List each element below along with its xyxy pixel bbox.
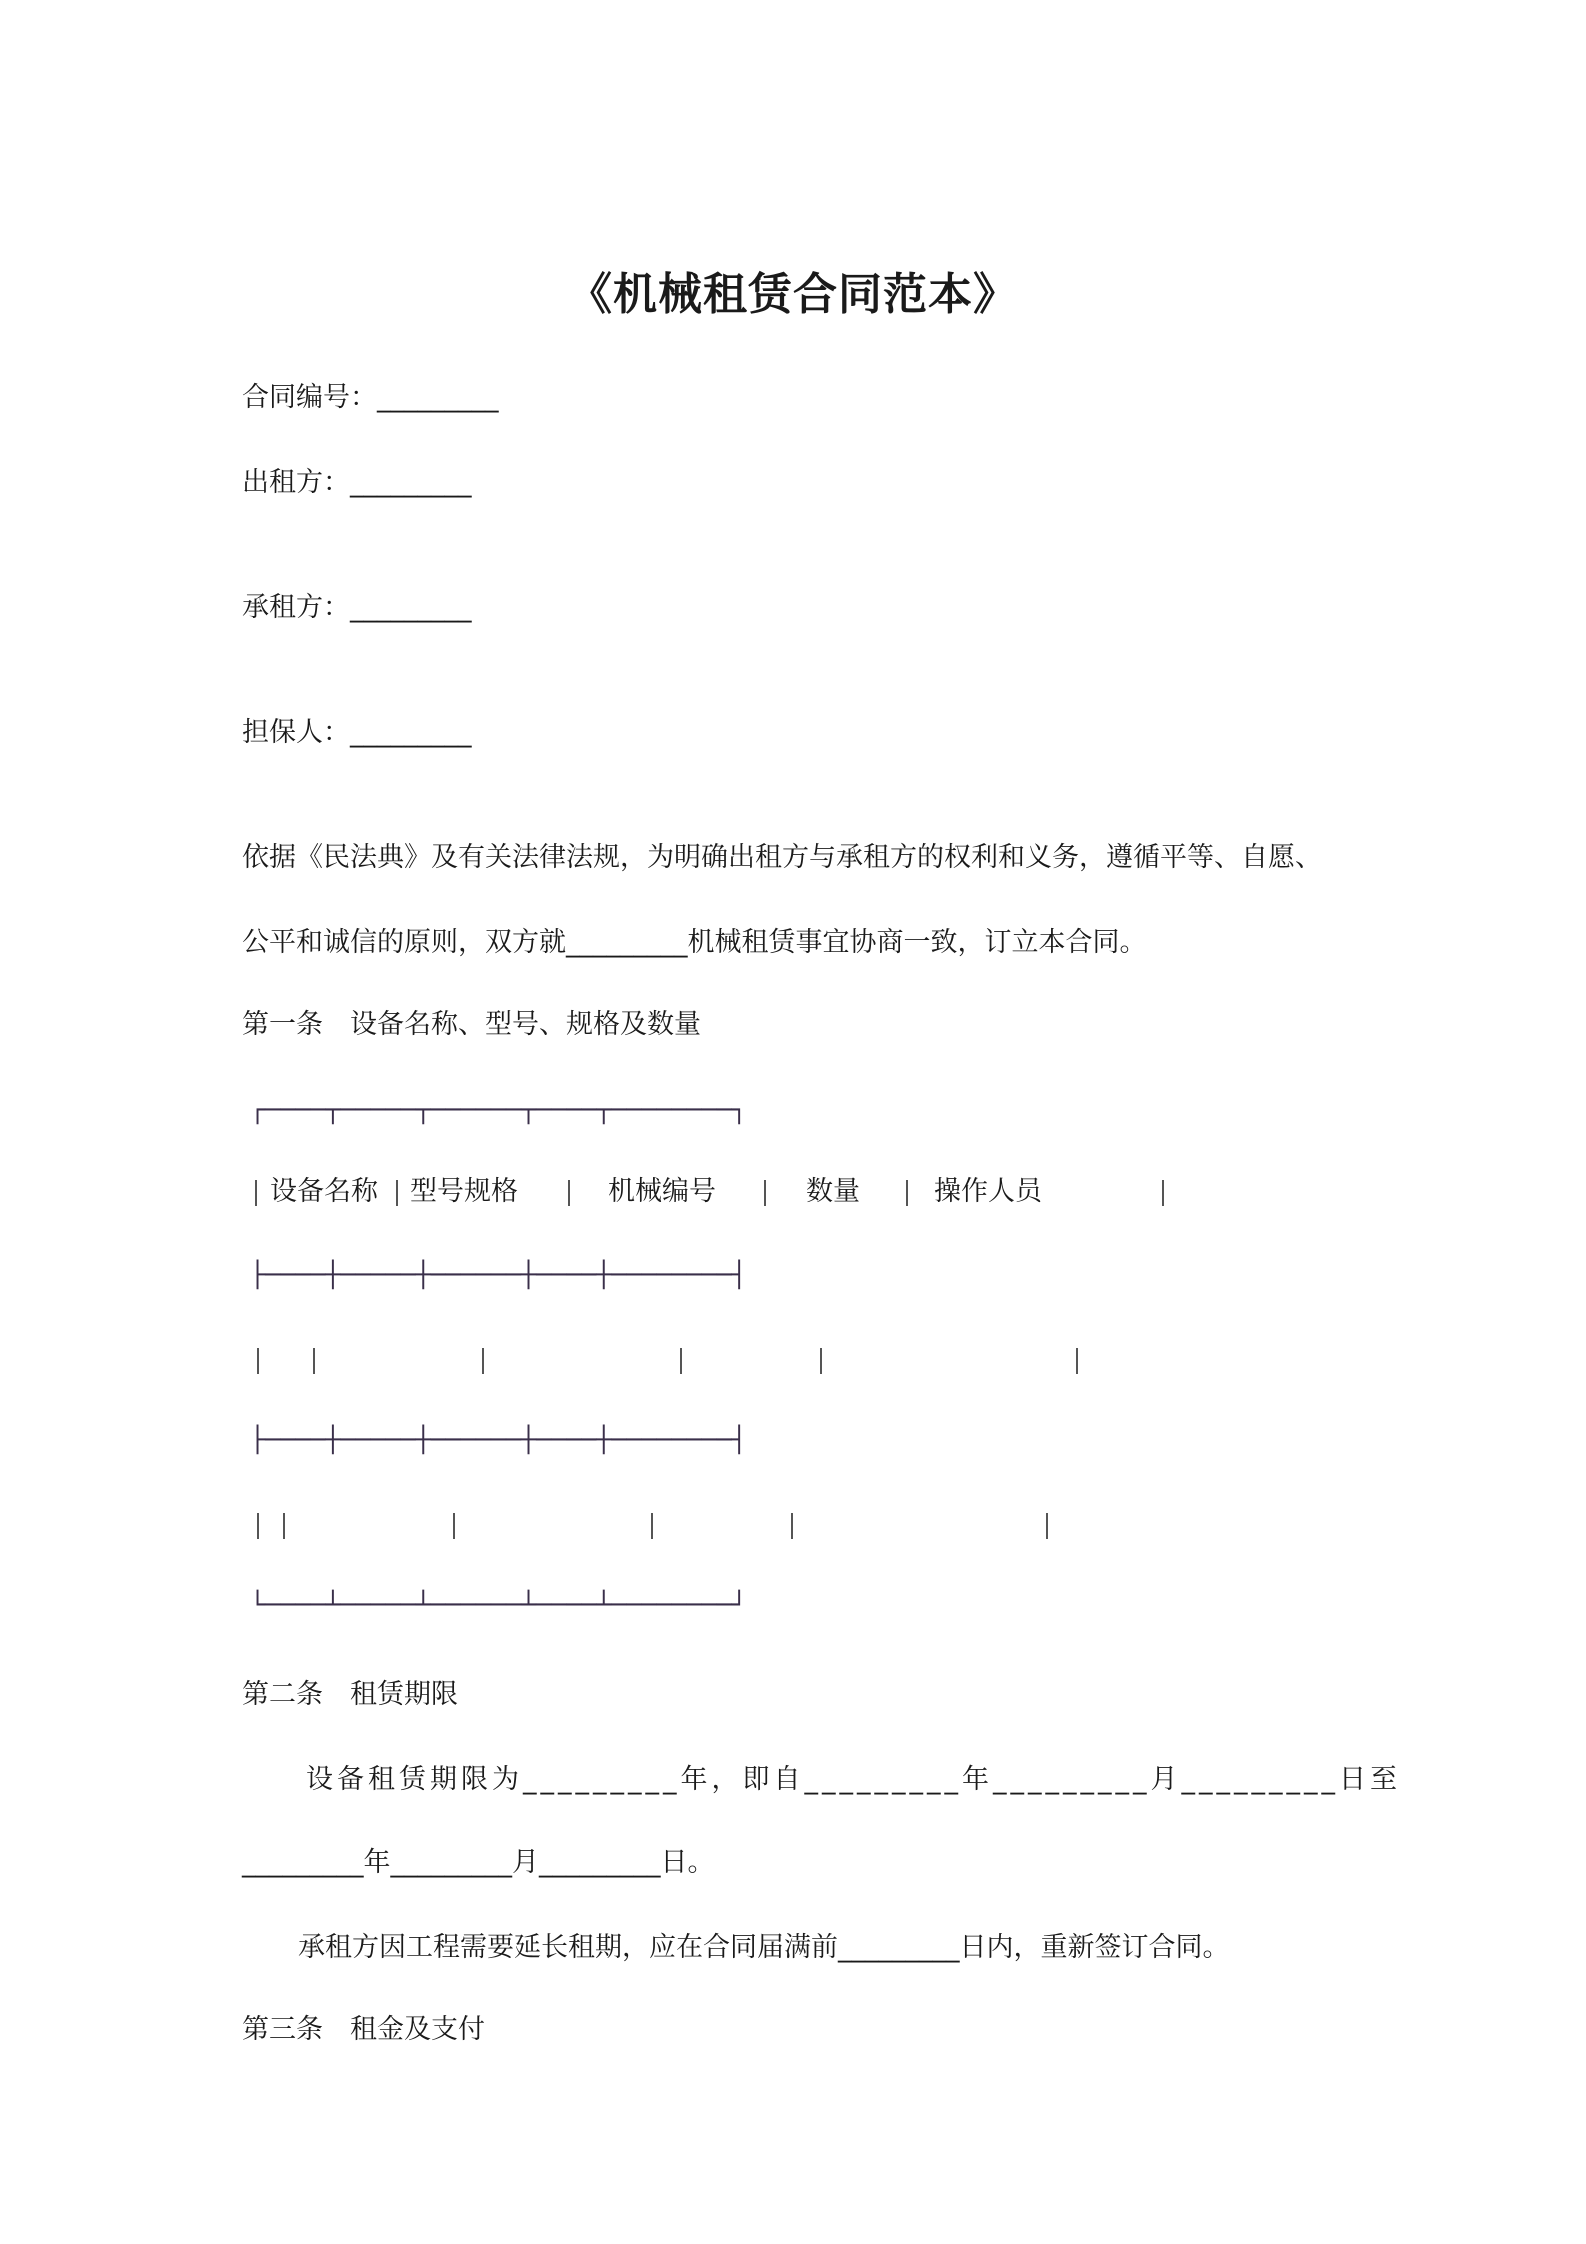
extension-line: 承租方因工程需要延长租期，应在合同届满前_________日内，重新签订合同。 [298, 1932, 1230, 1963]
table-border [680, 1348, 682, 1374]
lessor-line: 出租方：_________ [242, 467, 472, 498]
term-line-1: 设备租赁期限为_________年，即自_________年_________月_________日至 [306, 1764, 1401, 1795]
contract-number-line: 合同编号：_________ [242, 382, 499, 413]
table-border [396, 1180, 398, 1206]
article-2-heading: 第二条 租赁期限 [242, 1679, 458, 1710]
table-border [568, 1180, 570, 1206]
table-border [313, 1348, 315, 1374]
table-bottom-rule: └────┴─────┴──────┴────┴────────┘ [250, 1590, 747, 1619]
table-header-cell: 设备名称 [270, 1176, 378, 1207]
table-top-rule: ┌────┬─────┬──────┬────┬────────┐ [250, 1095, 747, 1124]
table-border [1162, 1180, 1164, 1206]
table-border [255, 1180, 257, 1206]
table-mid-rule: ├────┼─────┼──────┼────┼────────┤ [250, 1425, 747, 1454]
article-1-heading: 第一条 设备名称、型号、规格及数量 [242, 1009, 701, 1040]
table-border [257, 1513, 259, 1539]
table-border [453, 1513, 455, 1539]
table-border [482, 1348, 484, 1374]
article-3-heading: 第三条 租金及支付 [242, 2014, 485, 2045]
table-border [257, 1348, 259, 1374]
lessee-line: 承租方：_________ [242, 592, 472, 623]
table-border [283, 1513, 285, 1539]
table-mid-rule: ├────┼─────┼──────┼────┼────────┤ [250, 1260, 747, 1289]
table-border [820, 1348, 822, 1374]
table-border [906, 1180, 908, 1206]
term-line-2: _________年_________月_________日。 [242, 1847, 715, 1878]
preamble-line-1: 依据《民法典》及有关法律法规，为明确出租方与承租方的权利和义务，遵循平等、自愿、 [242, 842, 1322, 873]
table-header-cell: 数量 [806, 1176, 860, 1207]
preamble-line-2: 公平和诚信的原则，双方就_________机械租赁事宜协商一致，订立本合同。 [242, 927, 1147, 958]
table-header-cell: 机械编号 [608, 1176, 716, 1207]
table-header-cell: 操作人员 [934, 1176, 1042, 1207]
table-header-cell: 型号规格 [410, 1176, 518, 1207]
document-title: 《机械租赁合同范本》 [568, 269, 1018, 320]
guarantor-line: 担保人：_________ [242, 717, 472, 748]
table-border [791, 1513, 793, 1539]
table-border [764, 1180, 766, 1206]
table-border [1046, 1513, 1048, 1539]
table-border [1076, 1348, 1078, 1374]
table-border [651, 1513, 653, 1539]
